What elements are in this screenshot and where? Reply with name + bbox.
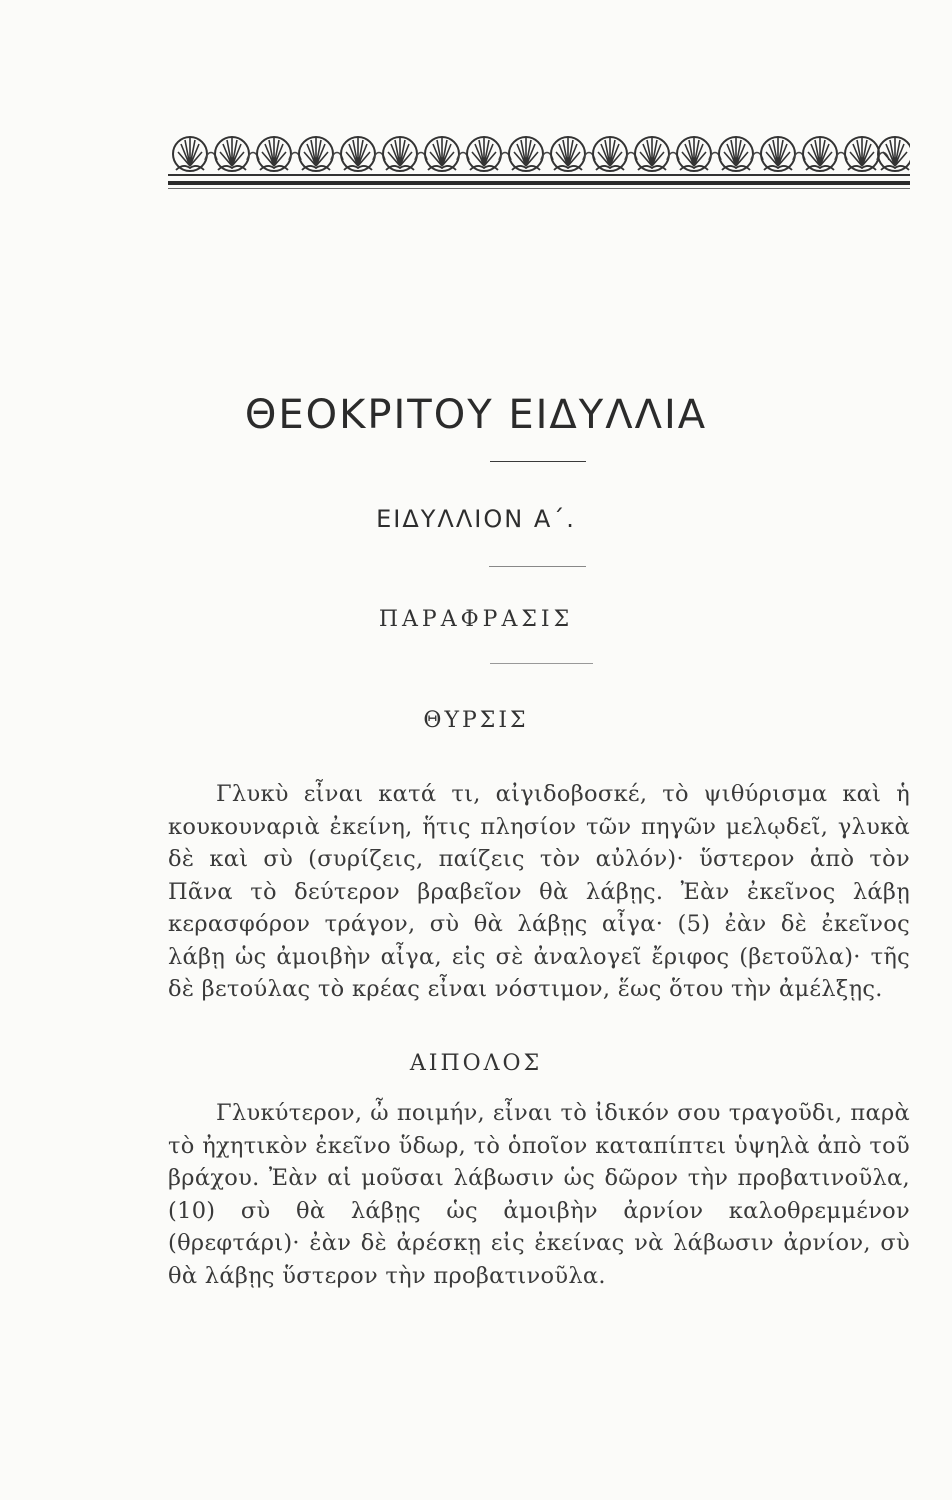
passage-thyrsis: Γλυκὺ εἶναι κατά τι, αἰγιδοβοσκέ, τὸ ψιθύρισμα καὶ ἡ κουκουναριὰ ἐκείνη, ἥτις πλησίον τῶν πηγῶν μελῳδεῖ, γλυκὰ δὲ καὶ σὺ (συρίζεις, παίζεις τὸν αὐλόν)· ὕστερον ἀπὸ τὸν Πᾶνα τὸ δεύτερον βραβεῖον θὰ λάβῃς. Ἐὰν ἐκεῖνος λάβῃ κερασφόρον τράγον, σὺ θὰ λάβῃς αἶγα· (5) ἐὰν δὲ ἐκεῖνος λάβῃ ὡς ἀμοιβὴν αἶγα, εἰς σὲ ἀναλογεῖ ἔριφος (βετοῦλα)· τῆς δὲ βετούλας τὸ κρέας εἶναι νόστιμον, ἕως ὅτου τὴν ἀμέλξῃς. — [168, 781, 910, 1002]
page-title: ΘΕΟΚΡΙΤΟΥ ΕΙΔΥΛΛΙΑ — [244, 392, 708, 438]
header-rule-thick — [168, 181, 910, 185]
palmette-border-ornament — [168, 130, 910, 178]
section-divider — [490, 663, 593, 664]
passage-aipolos: Γλυκύτερον, ὦ ποιμήν, εἶναι τὸ ἰδικόν σου τραγοῦδι, παρὰ τὸ ἠχητικὸν ἐκεῖνο ὕδωρ, τὸ ὁποῖον καταπίπτει ὑψηλὰ ἀπὸ τοῦ βράχου. Ἐὰν αἱ μοῦσαι λάβωσιν ὡς δῶρον τὴν προβατινοῦλα, (10) σὺ θὰ λάβῃς ὡς ἀμοιβὴν ἀρνίον καλοθρεμμένον (θρεφτάρι)· ἐὰν δὲ ἀρέσκῃ εἰς ἐκείνας νὰ λάβωσιν ἀρνίον, σὺ θὰ λάβῃς ὕστερον τὴν προβατινοῦλα. — [168, 1100, 910, 1289]
section-heading: ΠΑΡΑΦΡΑΣΙΣ — [378, 607, 574, 632]
speaker-thyrsis: ΘΥΡΣΙΣ — [423, 708, 529, 733]
title-divider — [490, 461, 586, 462]
idyll-number: ΕΙΔΥΛΛΙΟΝ Α΄. — [376, 505, 576, 533]
subtitle-divider — [489, 566, 586, 567]
speaker-aipolos: ΑΙΠΟΛΟΣ — [409, 1051, 543, 1076]
header-rule-thin — [168, 188, 910, 189]
